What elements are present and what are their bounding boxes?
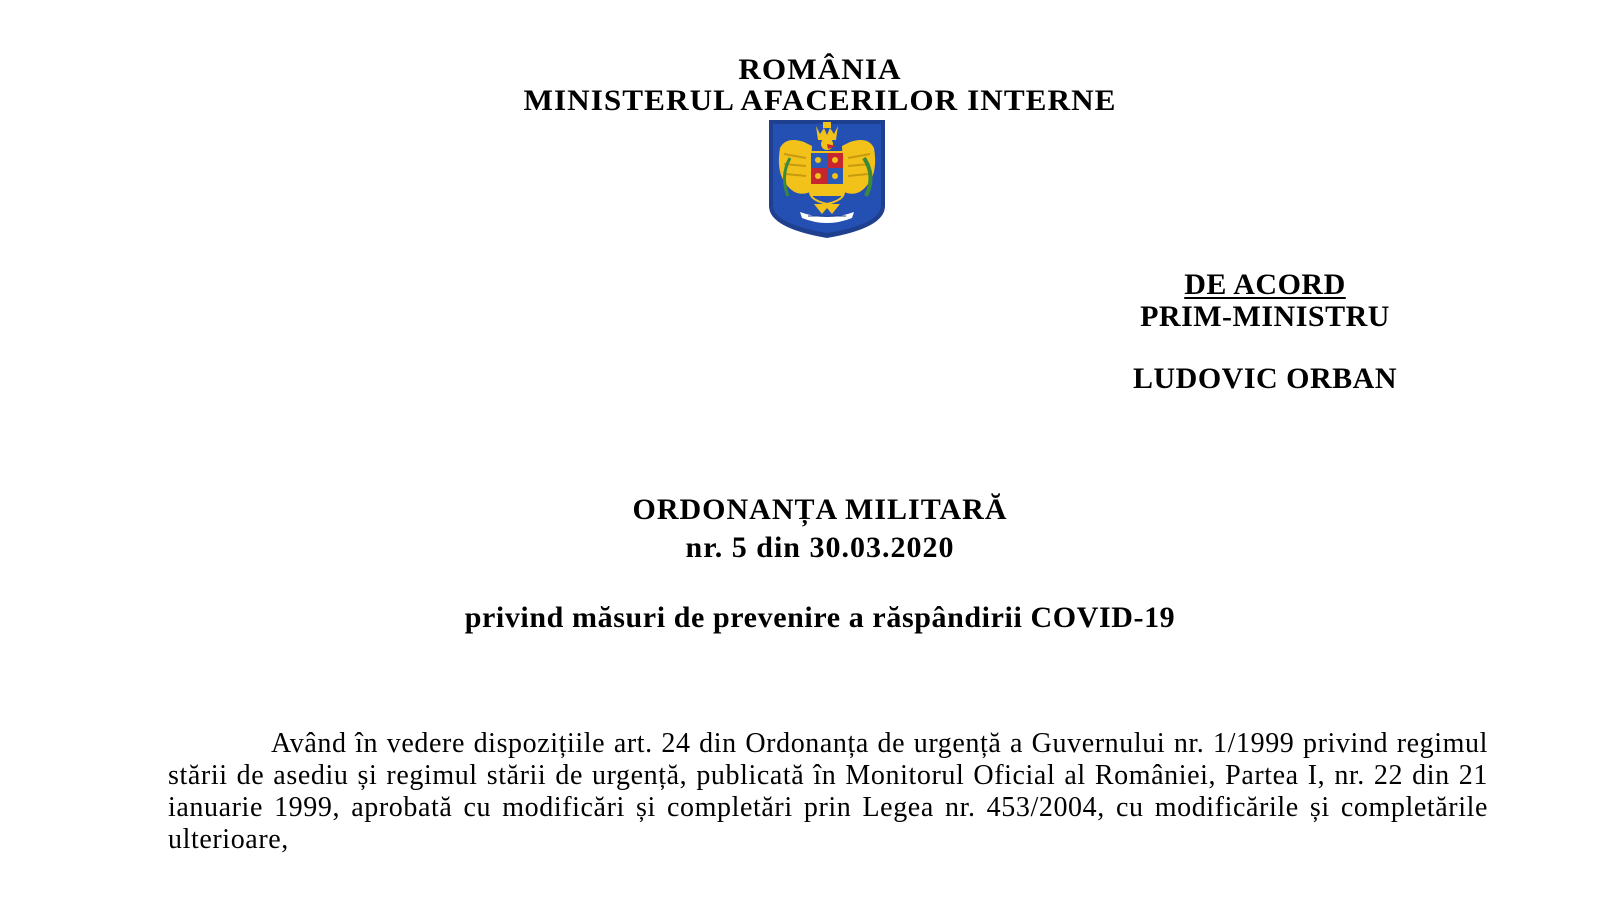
body-paragraph: Având în vedere dispozițiile art. 24 din Ordonanța de urgență a Guvernului nr. 1/1999 privind regimul stării de asediu și regimul stării de urgență, publicată în Monitorul Oficial al României, Partea I, nr. 22 din 21 ianuarie 1999, aprobată cu modificări și completări prin Legea nr. 453/2004, cu modificările și completările ulterioare,	[168, 728, 1488, 855]
document-type: ORDONANȚA MILITARĂ	[632, 493, 1008, 526]
coat-of-arms-svg	[766, 118, 888, 240]
ministry-heading: MINISTERUL AFACERILOR INTERNE	[523, 84, 1117, 117]
country-heading: ROMÂNIA	[738, 53, 902, 86]
approval-heading: DE ACORD	[1184, 268, 1346, 301]
coat-of-arms-icon	[766, 118, 888, 240]
approval-title: PRIM-MINISTRU	[1140, 300, 1390, 333]
document-subject: privind măsuri de prevenire a răspândirii COVID-19	[464, 601, 1176, 634]
document-number: nr. 5 din 30.03.2020	[685, 531, 955, 564]
approval-signatory-name: LUDOVIC ORBAN	[1132, 362, 1398, 395]
